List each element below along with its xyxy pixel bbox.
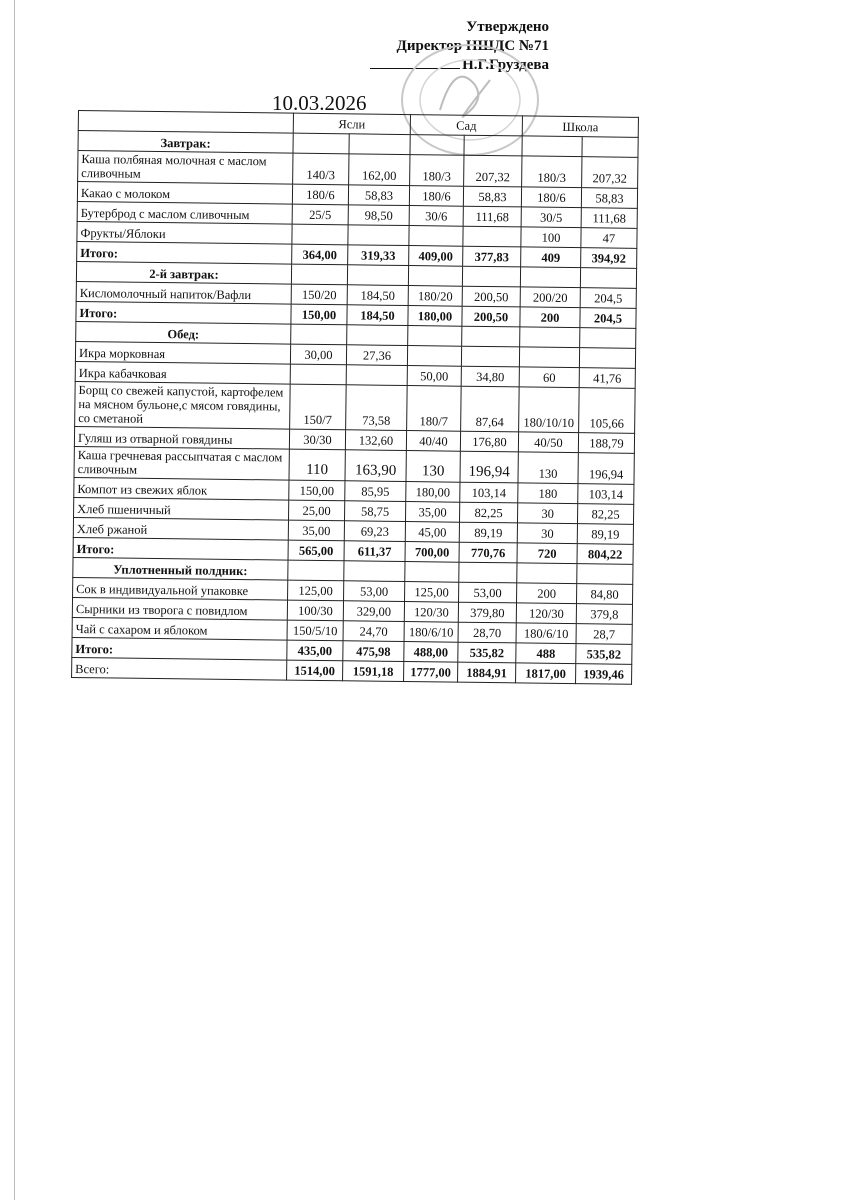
portion-cell: 180 (518, 483, 578, 504)
portion-cell: 180/3 (522, 156, 582, 188)
portion-cell: 35,00 (406, 502, 460, 523)
portion-cell: 30 (518, 503, 578, 524)
portion-cell: 180/6 (409, 186, 463, 207)
calorie-cell: 188,79 (578, 433, 634, 454)
portion-cell: 110 (289, 449, 345, 481)
header-blank (78, 111, 293, 134)
calorie-cell: 184,50 (347, 285, 408, 306)
portion-cell: 1817,00 (516, 663, 576, 684)
calorie-cell (347, 265, 408, 286)
calorie-cell: 87,64 (461, 386, 520, 432)
calorie-cell: 207,32 (582, 157, 638, 189)
calorie-cell: 1591,18 (343, 661, 404, 682)
calorie-cell: 1884,91 (458, 662, 516, 683)
calorie-cell: 163,90 (345, 450, 406, 482)
calorie-cell (462, 326, 520, 347)
calorie-cell: 200,50 (462, 286, 520, 307)
portion-cell: 720 (517, 543, 577, 564)
portion-cell (293, 133, 349, 154)
column-header-nursery: Ясли (293, 113, 410, 134)
portion-cell (517, 563, 577, 584)
portion-cell: 150/20 (291, 284, 347, 305)
calorie-cell: 103,14 (578, 484, 634, 505)
calorie-cell: 69,23 (344, 521, 405, 542)
portion-cell: 180/6 (521, 187, 581, 208)
dish-name: Хлеб ржаной (73, 517, 288, 540)
portion-cell (407, 346, 461, 367)
menu-date: 10.03.2026 (272, 91, 367, 115)
calorie-cell: 804,22 (577, 544, 633, 565)
calorie-cell: 394,92 (581, 248, 637, 269)
portion-cell (409, 226, 463, 247)
dish-name: Какао с молоком (77, 182, 292, 205)
calorie-cell: 207,32 (464, 155, 522, 187)
section-title: Уплотненный полдник: (73, 557, 288, 580)
portion-cell (408, 326, 462, 347)
calorie-cell: 28,7 (576, 624, 632, 645)
dish-name: Кисломолочный напиток/Вафли (76, 281, 291, 304)
portion-cell (291, 264, 347, 285)
calorie-cell: 53,00 (459, 582, 517, 603)
calorie-cell: 84,80 (577, 584, 633, 605)
portion-cell: 30 (517, 523, 577, 544)
approval-position: Директор НШДС №71 (396, 38, 549, 54)
portion-cell: 409 (521, 247, 581, 268)
column-header-kindergarten: Сад (410, 115, 522, 136)
calorie-cell: 58,75 (345, 501, 406, 522)
calorie-cell (464, 135, 522, 156)
portion-cell: 1777,00 (404, 662, 458, 683)
portion-cell: 1514,00 (287, 660, 343, 681)
calorie-cell (580, 268, 636, 289)
portion-cell: 60 (519, 367, 579, 388)
portion-cell: 125,00 (288, 580, 344, 601)
calorie-cell (347, 325, 408, 346)
calorie-cell: 24,70 (343, 621, 404, 642)
portion-cell: 130 (406, 451, 460, 483)
portion-cell: 120/30 (516, 603, 576, 624)
dish-name: Каша гречневая рассыпчатая с маслом сливочным (74, 446, 289, 480)
dish-name: Икра морковная (75, 341, 290, 364)
portion-cell: 100/30 (287, 600, 343, 621)
dish-name: Каша полбяная молочная с маслом сливочным (78, 151, 293, 185)
calorie-cell (349, 134, 410, 155)
portion-cell: 150,00 (289, 480, 345, 501)
portion-cell: 50,00 (407, 366, 461, 387)
calorie-cell: 41,76 (579, 368, 635, 389)
portion-cell: 488 (516, 643, 576, 664)
dish-name: Фрукты/Яблоки (77, 221, 292, 244)
portion-cell: 40/40 (406, 431, 460, 452)
portion-cell: 25,00 (289, 500, 345, 521)
approval-title: Утверждено (466, 19, 549, 35)
portion-cell: 140/3 (293, 153, 349, 185)
calorie-cell: 475,98 (343, 641, 404, 662)
portion-cell: 180/6/10 (516, 623, 576, 644)
calorie-cell (462, 266, 520, 287)
menu-item-row (75, 381, 636, 433)
portion-cell: 180,00 (406, 482, 460, 503)
calorie-cell (577, 564, 633, 585)
portion-cell: 30/6 (409, 206, 463, 227)
calorie-cell: 196,94 (578, 453, 634, 485)
calorie-cell: 89,19 (459, 522, 517, 543)
calorie-cell: 85,95 (345, 481, 406, 502)
portion-cell: 200 (517, 583, 577, 604)
portion-cell: 35,00 (288, 520, 344, 541)
portion-cell: 435,00 (287, 640, 343, 661)
portion-cell: 180/20 (408, 286, 462, 307)
calorie-cell: 47 (581, 228, 637, 249)
calorie-cell: 1939,46 (576, 664, 632, 685)
dish-name: Компот из свежих яблок (74, 477, 289, 500)
portion-cell: 364,00 (292, 244, 348, 265)
calorie-cell: 73,58 (346, 385, 408, 431)
portion-cell: 120/30 (404, 602, 458, 623)
calorie-cell: 611,37 (344, 541, 405, 562)
dish-name: Итого: (77, 241, 292, 264)
dish-name: Итого: (73, 537, 288, 560)
scan-edge-line (14, 0, 15, 1200)
dish-name: Чай с сахаром и яблоком (72, 617, 287, 640)
portion-cell: 30,00 (290, 344, 346, 365)
portion-cell: 150,00 (291, 304, 347, 325)
portion-cell (292, 224, 348, 245)
portion-cell: 700,00 (405, 542, 459, 563)
dish-name: Гуляш из отварной говядины (74, 426, 289, 449)
portion-cell: 565,00 (288, 540, 344, 561)
portion-cell (522, 136, 582, 157)
section-title: Обед: (76, 321, 291, 344)
portion-cell: 180/6 (292, 184, 348, 205)
dish-name: Борщ со свежей капустой, картофелем на мясном бульоне,с мясом говядины, со сметаной (75, 381, 291, 429)
calorie-cell: 89,19 (577, 524, 633, 545)
calorie-cell: 82,25 (577, 504, 633, 525)
portion-cell: 125,00 (405, 582, 459, 603)
calorie-cell (348, 225, 409, 246)
portion-cell: 150/5/10 (287, 620, 343, 641)
portion-cell: 200/20 (520, 287, 580, 308)
section-title: Завтрак: (78, 131, 293, 154)
calorie-cell: 535,82 (458, 642, 516, 663)
calorie-cell (344, 561, 405, 582)
calorie-cell: 329,00 (343, 601, 404, 622)
portion-cell: 180/7 (407, 386, 462, 432)
calorie-cell: 111,68 (581, 208, 637, 229)
calorie-cell: 34,80 (461, 366, 519, 387)
calorie-cell: 379,80 (458, 602, 516, 623)
portion-cell: 409,00 (409, 246, 463, 267)
calorie-cell: 377,83 (463, 246, 521, 267)
portion-cell: 180,00 (408, 306, 462, 327)
dish-name: Хлеб пшеничный (74, 497, 289, 520)
dish-name: Икра кабачковая (75, 361, 290, 384)
calorie-cell: 319,33 (348, 245, 409, 266)
portion-cell: 180/10/10 (519, 387, 580, 433)
menu-table (71, 110, 639, 685)
calorie-cell: 58,83 (463, 186, 521, 207)
approval-name: Н.Г.Груздева (462, 57, 549, 73)
menu-table-wrapper (71, 110, 638, 685)
portion-cell: 200 (520, 307, 580, 328)
dish-name: Итого: (72, 637, 287, 660)
dish-name: Сырники из творога с повидлом (72, 597, 287, 620)
calorie-cell: 162,00 (349, 154, 410, 186)
calorie-cell (459, 562, 517, 583)
section-title: 2-й завтрак: (76, 261, 291, 284)
calorie-cell: 200,50 (462, 306, 520, 327)
portion-cell (405, 562, 459, 583)
calorie-cell: 770,76 (459, 542, 517, 563)
portion-cell: 180/3 (410, 155, 464, 187)
portion-cell (410, 135, 464, 156)
calorie-cell: 58,83 (348, 185, 409, 206)
calorie-cell: 53,00 (344, 581, 405, 602)
calorie-cell: 111,68 (463, 206, 521, 227)
calorie-cell: 176,80 (460, 431, 518, 452)
calorie-cell (346, 365, 407, 386)
calorie-cell: 105,66 (579, 388, 636, 434)
calorie-cell: 103,14 (460, 482, 518, 503)
calorie-cell (579, 348, 635, 369)
column-header-school: Школа (522, 116, 638, 137)
calorie-cell: 196,94 (460, 451, 518, 483)
portion-cell (291, 324, 347, 345)
calorie-cell (580, 328, 636, 349)
portion-cell (519, 347, 579, 368)
calorie-cell: 379,8 (576, 604, 632, 625)
portion-cell: 130 (518, 452, 578, 484)
calorie-cell: 204,5 (580, 308, 636, 329)
portion-cell: 180/6/10 (404, 622, 458, 643)
calorie-cell (461, 346, 519, 367)
portion-cell: 30/5 (521, 207, 581, 228)
portion-cell: 25/5 (292, 204, 348, 225)
calorie-cell: 27,36 (346, 345, 407, 366)
portion-cell (520, 327, 580, 348)
portion-cell (520, 267, 580, 288)
calorie-cell: 132,60 (345, 430, 406, 451)
portion-cell (288, 560, 344, 581)
portion-cell (408, 266, 462, 287)
portion-cell: 100 (521, 227, 581, 248)
portion-cell: 40/50 (518, 432, 578, 453)
portion-cell: 45,00 (405, 522, 459, 543)
calorie-cell: 28,70 (458, 622, 516, 643)
dish-name: Сок в индивидуальной упаковке (73, 577, 288, 600)
portion-cell (290, 364, 346, 385)
calorie-cell: 204,5 (580, 288, 636, 309)
calorie-cell: 82,25 (460, 502, 518, 523)
calorie-cell (582, 137, 638, 158)
dish-name: Всего: (72, 657, 287, 680)
dish-name: Бутерброд с маслом сливочным (77, 201, 292, 224)
portion-cell: 488,00 (404, 642, 458, 663)
calorie-cell: 98,50 (348, 205, 409, 226)
portion-cell: 150/7 (290, 384, 347, 430)
calorie-cell: 535,82 (576, 644, 632, 665)
dish-name: Итого: (76, 301, 291, 324)
calorie-cell: 58,83 (581, 188, 637, 209)
calorie-cell: 184,50 (347, 305, 408, 326)
portion-cell: 30/30 (289, 429, 345, 450)
calorie-cell (463, 226, 521, 247)
